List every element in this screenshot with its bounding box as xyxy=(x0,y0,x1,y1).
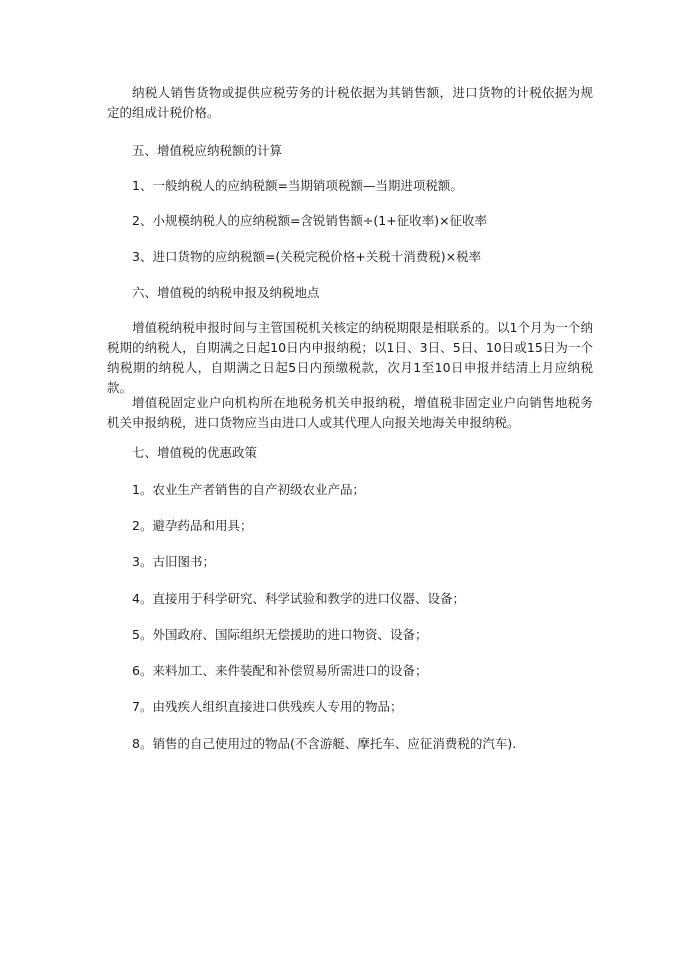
section7-item-2: 2。避孕药品和用具； xyxy=(132,518,253,533)
paragraph-tax-basis: 纳税人销售货物或提供应税劳务的计税依据为其销售额，进口货物的计税依据为规定的组成计税价格。 xyxy=(107,85,593,120)
section7-item-7: 7。由残疾人组织直接进口供残疾人专用的物品； xyxy=(132,699,403,714)
section7-item-5: 5。外国政府、国际组织无偿援助的进口物资、设备； xyxy=(132,627,428,642)
heading-section-6: 六、增值税的纳税申报及纳税地点 xyxy=(132,285,320,300)
section5-item-3: 3、进口货物的应纳税额=(关税完税价格+关税十消费税)×税率 xyxy=(132,249,482,264)
section5-item-1: 1、一般纳税人的应纳税额=当期销项税额—当期进项税额。 xyxy=(132,178,463,193)
heading-section-5: 五、增值税应纳税额的计算 xyxy=(132,143,283,158)
section7-item-3: 3。古旧图书； xyxy=(132,554,215,569)
section5-item-2: 2、小规模纳税人的应纳税额=含锐销售额÷(1+征收率)×征收率 xyxy=(132,213,488,228)
heading-section-7: 七、增值税的优惠政策 xyxy=(132,445,258,460)
section7-item-6: 6。来料加工、来件装配和补偿贸易所需进口的设备； xyxy=(132,663,428,678)
section7-item-1: 1。农业生产者销售的自产初级农业产品； xyxy=(132,482,365,497)
paragraph-filing-place: 增值税固定业户向机构所在地税务机关申报纳税，增值税非固定业户向销售地税务机关申报纳税，进口货物应当由进口人或其代理人向报关地海关申报纳税。 xyxy=(107,395,593,430)
section7-item-8: 8。销售的自己使用过的物品(不含游艇、摩托车、应征消费税的汽车). xyxy=(132,736,517,751)
paragraph-filing-time: 增值税纳税申报时间与主管国税机关核定的纳税期限是相联系的。以1个月为一个纳税期的纳税人，自期满之日起10日内申报纳税；以1日、3日、5日、10日或15日为一个纳税期的纳税人，自期满之日起5日内预缴税款，次月1至10日申报并结清上月应纳税款。 xyxy=(107,320,593,395)
section7-item-4: 4。直接用于科学研究、科学试验和教学的进口仪器、设备； xyxy=(132,591,465,606)
